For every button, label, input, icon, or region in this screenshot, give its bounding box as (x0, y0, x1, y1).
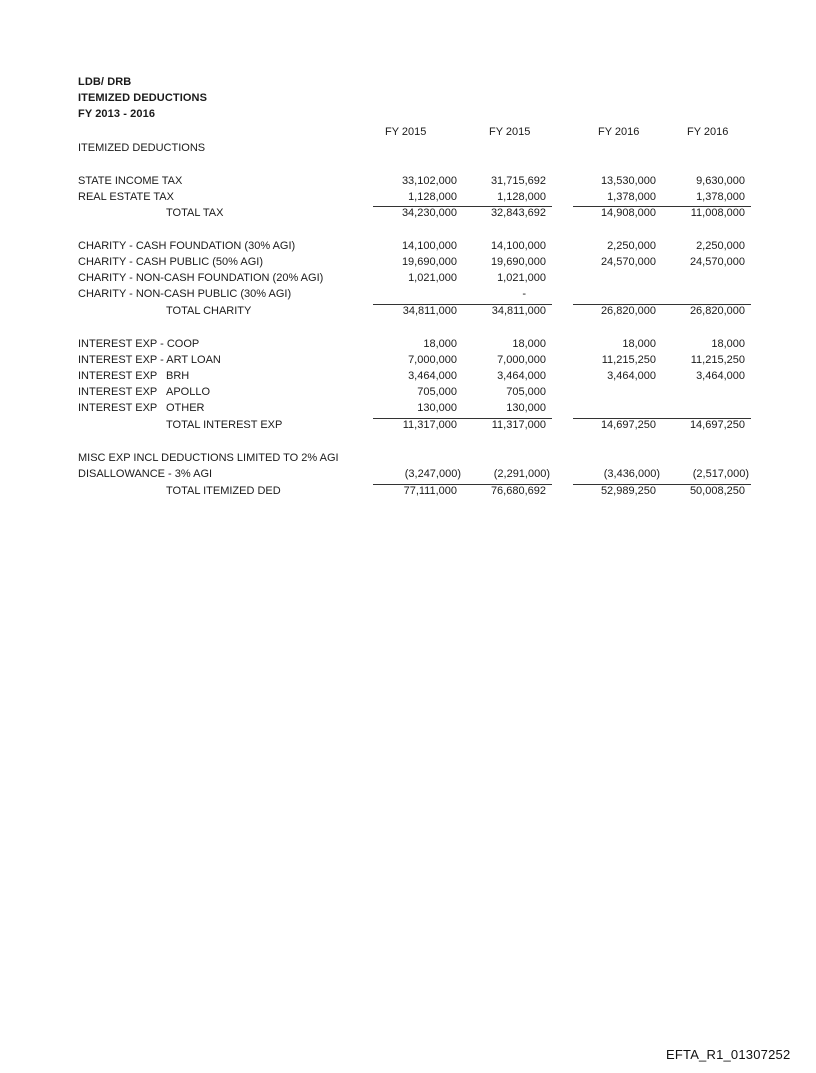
cell-value: 705,000 (506, 386, 546, 398)
row-label: TOTAL TAX (166, 207, 224, 219)
cell-value: 34,811,000 (491, 305, 546, 317)
cell-value: 18,000 (512, 338, 546, 350)
row-label: STATE INCOME TAX (78, 175, 183, 187)
section-title: ITEMIZED DEDUCTIONS (78, 142, 206, 154)
row-label: CHARITY - CASH PUBLIC (50% AGI) (78, 256, 264, 268)
cell-value: 13,530,000 (600, 175, 656, 187)
column-header-2: FY 2015 (489, 126, 531, 138)
row-label: INTEREST EXP (78, 386, 158, 398)
cell-value: 705,000 (417, 386, 457, 398)
cell-value: (2,291,000) (493, 468, 550, 480)
row-label: MISC EXP INCL DEDUCTIONS LIMITED TO 2% AGI (78, 452, 339, 464)
cell-value: 3,464,000 (696, 370, 745, 382)
cell-value: 2,250,000 (607, 240, 656, 252)
row-label: INTEREST EXP - ART LOAN (78, 354, 221, 366)
table-row-interest-brh (0, 370, 816, 386)
row-sublabel: APOLLO (166, 386, 211, 398)
cell-value: 19,690,000 (401, 256, 457, 268)
cell-value: 18,000 (423, 338, 457, 350)
row-label: INTEREST EXP (78, 370, 158, 382)
row-sublabel: BRH (166, 370, 190, 382)
column-header-3: FY 2016 (598, 126, 640, 138)
document-id: EFTA_R1_01307252 (666, 1047, 791, 1062)
row-label: REAL ESTATE TAX (78, 191, 174, 203)
table-row-charity-cash-public (0, 256, 816, 272)
table-row-total-interest (0, 419, 816, 435)
header-entity: LDB/ DRB (78, 76, 132, 88)
row-sublabel: OTHER (166, 402, 205, 414)
cell-value: (3,247,000) (404, 468, 461, 480)
cell-value: 9,630,000 (696, 175, 745, 187)
cell-value: (3,436,000) (603, 468, 660, 480)
cell-value: 11,317,000 (402, 419, 457, 431)
cell-value: 1,021,000 (408, 272, 457, 284)
cell-value: 1,128,000 (408, 191, 457, 203)
cell-value: 11,215,250 (690, 354, 745, 366)
cell-value: 18,000 (622, 338, 656, 350)
row-label: TOTAL INTEREST EXP (166, 419, 283, 431)
cell-value: 34,230,000 (401, 207, 457, 219)
header-period: FY 2013 - 2016 (78, 108, 156, 120)
table-row-charity-cash-foundation (0, 240, 816, 256)
cell-value: 77,111,000 (403, 485, 457, 497)
cell-value: - (522, 288, 526, 300)
cell-value: 3,464,000 (607, 370, 656, 382)
row-label: CHARITY - NON-CASH PUBLIC (30% AGI) (78, 288, 292, 300)
table-row-charity-noncash-foundation (0, 272, 816, 288)
cell-value: 18,000 (711, 338, 745, 350)
cell-value: 33,102,000 (401, 175, 457, 187)
cell-value: 1,128,000 (497, 191, 546, 203)
header-title: ITEMIZED DEDUCTIONS (78, 92, 208, 104)
cell-value: 76,680,692 (490, 485, 546, 497)
cell-value: 1,378,000 (696, 191, 745, 203)
cell-value: 19,690,000 (490, 256, 546, 268)
cell-value: 14,697,250 (600, 419, 656, 431)
cell-value: 52,989,250 (600, 485, 656, 497)
row-label: INTEREST EXP - COOP (78, 338, 200, 350)
row-label: DISALLOWANCE - 3% AGI (78, 468, 213, 480)
table-row-misc-exp (0, 452, 816, 468)
table-row-total-itemized (0, 485, 816, 501)
cell-value: 11,317,000 (491, 419, 546, 431)
cell-value: 14,697,250 (689, 419, 745, 431)
cell-value: 14,100,000 (490, 240, 546, 252)
row-label: TOTAL ITEMIZED DED (166, 485, 281, 497)
table-row-interest-other (0, 402, 816, 418)
cell-value: 24,570,000 (600, 256, 656, 268)
cell-value: 31,715,692 (490, 175, 546, 187)
cell-value: 2,250,000 (696, 240, 745, 252)
row-label: TOTAL CHARITY (166, 305, 252, 317)
table-row-real-estate-tax (0, 191, 816, 207)
cell-value: 7,000,000 (408, 354, 457, 366)
cell-value: 32,843,692 (490, 207, 546, 219)
cell-value: 34,811,000 (402, 305, 457, 317)
cell-value: 7,000,000 (497, 354, 546, 366)
cell-value: 130,000 (506, 402, 546, 414)
cell-value: 26,820,000 (689, 305, 745, 317)
cell-value: 50,008,250 (689, 485, 745, 497)
column-header-1: FY 2015 (385, 126, 427, 138)
cell-value: 3,464,000 (497, 370, 546, 382)
table-row-disallowance (0, 468, 816, 484)
cell-value: 11,008,000 (690, 207, 745, 219)
cell-value: 130,000 (417, 402, 457, 414)
table-row-interest-apollo (0, 386, 816, 402)
row-label: CHARITY - NON-CASH FOUNDATION (20% AGI) (78, 272, 324, 284)
cell-value: 14,908,000 (600, 207, 656, 219)
cell-value: 24,570,000 (689, 256, 745, 268)
column-header-4: FY 2016 (687, 126, 729, 138)
table-row-state-income-tax (0, 175, 816, 191)
table-row-charity-noncash-public (0, 288, 816, 304)
table-row-interest-art-loan (0, 354, 816, 370)
table-row-total-tax (0, 207, 816, 223)
cell-value: 1,021,000 (497, 272, 546, 284)
table-row-total-charity (0, 305, 816, 321)
cell-value: (2,517,000) (692, 468, 749, 480)
row-label: CHARITY - CASH FOUNDATION (30% AGI) (78, 240, 296, 252)
table-row-interest-coop (0, 338, 816, 354)
cell-value: 1,378,000 (607, 191, 656, 203)
cell-value: 14,100,000 (401, 240, 457, 252)
cell-value: 11,215,250 (601, 354, 656, 366)
cell-value: 26,820,000 (600, 305, 656, 317)
row-label: INTEREST EXP (78, 402, 158, 414)
cell-value: 3,464,000 (408, 370, 457, 382)
